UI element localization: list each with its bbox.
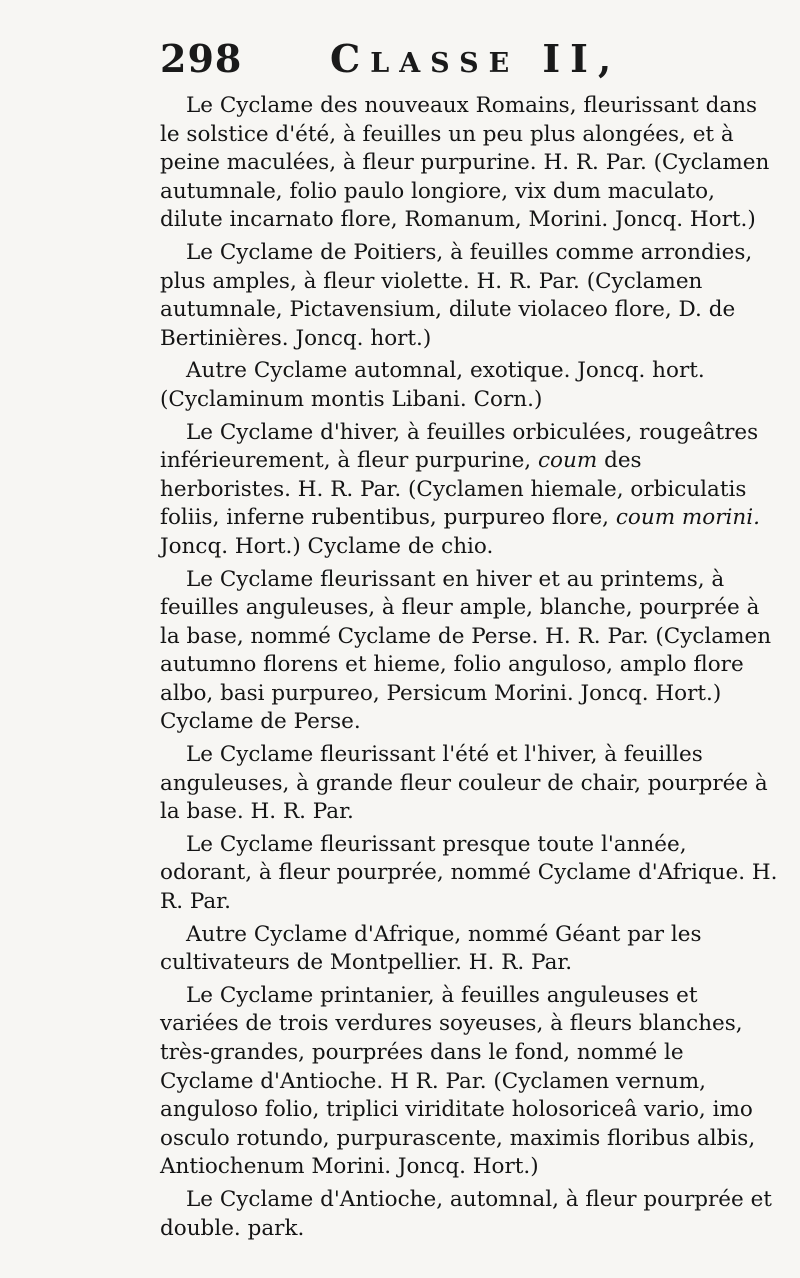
page-header	[160, 30, 778, 82]
body-text	[160, 92, 778, 1243]
paragraph-cyclame-perse: Le Cyclame fleurissant en hiver et au printems, à feuilles anguleuses, à fleur ample, blanche, pourprée à la base, nommé Cyclame de Perse. H. R. Par. (Cyclamen autumno florens et hieme, folio anguloso, amplo flore albo, basi purpureo, Persicum Morini. Joncq. Hort.) Cyclame de Perse.	[160, 566, 772, 735]
running-head: Classe II,	[330, 36, 622, 81]
paragraph-cyclame-romains: Le Cyclame des nouveaux Romains, fleurissant dans le solstice d'été, à feuilles un peu plus alongées, et à peine maculées, à fleur purpurine. H. R. Par. (Cyclamen autumnale, folio paulo longiore, vix dum maculato, dilute incarnato flore, Romanum, Morini. Joncq. Hort.)	[160, 93, 770, 233]
paragraph-cyclame-afrique: Le Cyclame fleurissant presque toute l'année, odorant, à fleur pourprée, nommé Cyclame d'Afrique. H. R. Par.	[160, 831, 778, 915]
paragraph-cyclame-geant: Autre Cyclame d'Afrique, nommé Géant par les cultivateurs de Montpellier. H. R. Par.	[160, 921, 702, 976]
paragraph-text-segment: des herboristes. H. R. Par. (Cyclamen hiemale, orbiculatis foliis, inferne rubentibus, purpureo flore,	[160, 448, 747, 531]
paragraph-cyclame-antioche: Le Cyclame d'Antioche, automnal, à fleur pourprée et double. park.	[160, 1186, 772, 1241]
paragraph-cyclame-poitiers: Le Cyclame de Poitiers, à feuilles comme arrondies, plus amples, à fleur violette. H. R. Par. (Cyclamen autumnale, Pictavensium, dilute violaceo flore, D. de Bertinières. Joncq. hort.)	[160, 239, 753, 351]
page-number: 298	[160, 36, 243, 81]
paragraph-cyclame-printanier: Le Cyclame printanier, à feuilles anguleuses et variées de trois verdures soyeuses, à fleurs blanches, très-grandes, pourprées dans le fond, nommé le Cyclame d'Antioche. H R. Par. (Cyclamen vernum, anguloso folio, triplici viriditate holosoriceâ vario, imo osculo rotundo, purpurascente, maximis floribus albis, Antiochenum Morini. Joncq. Hort.)	[160, 982, 756, 1180]
italic-term: coum	[537, 448, 598, 474]
paragraph-cyclame-exotique: Autre Cyclame automnal, exotique. Joncq. hort. (Cyclaminum montis Libani. Corn.)	[160, 358, 705, 412]
paragraph-cyclame-hiver	[160, 419, 778, 562]
paragraph-text-segment: Joncq. Hort.) Cyclame de chio.	[160, 533, 494, 559]
paragraph-text-segment: Le Cyclame d'hiver, à feuilles orbiculées, rougeâtres inférieurement, à fleur purpurine,	[160, 419, 759, 474]
italic-term: coum morini.	[615, 505, 760, 531]
paragraph-cyclame-ete-hiver: Le Cyclame fleurissant l'été et l'hiver, à feuilles anguleuses, à grande fleur couleur de chair, pourprée à la base. H. R. Par.	[160, 742, 768, 825]
